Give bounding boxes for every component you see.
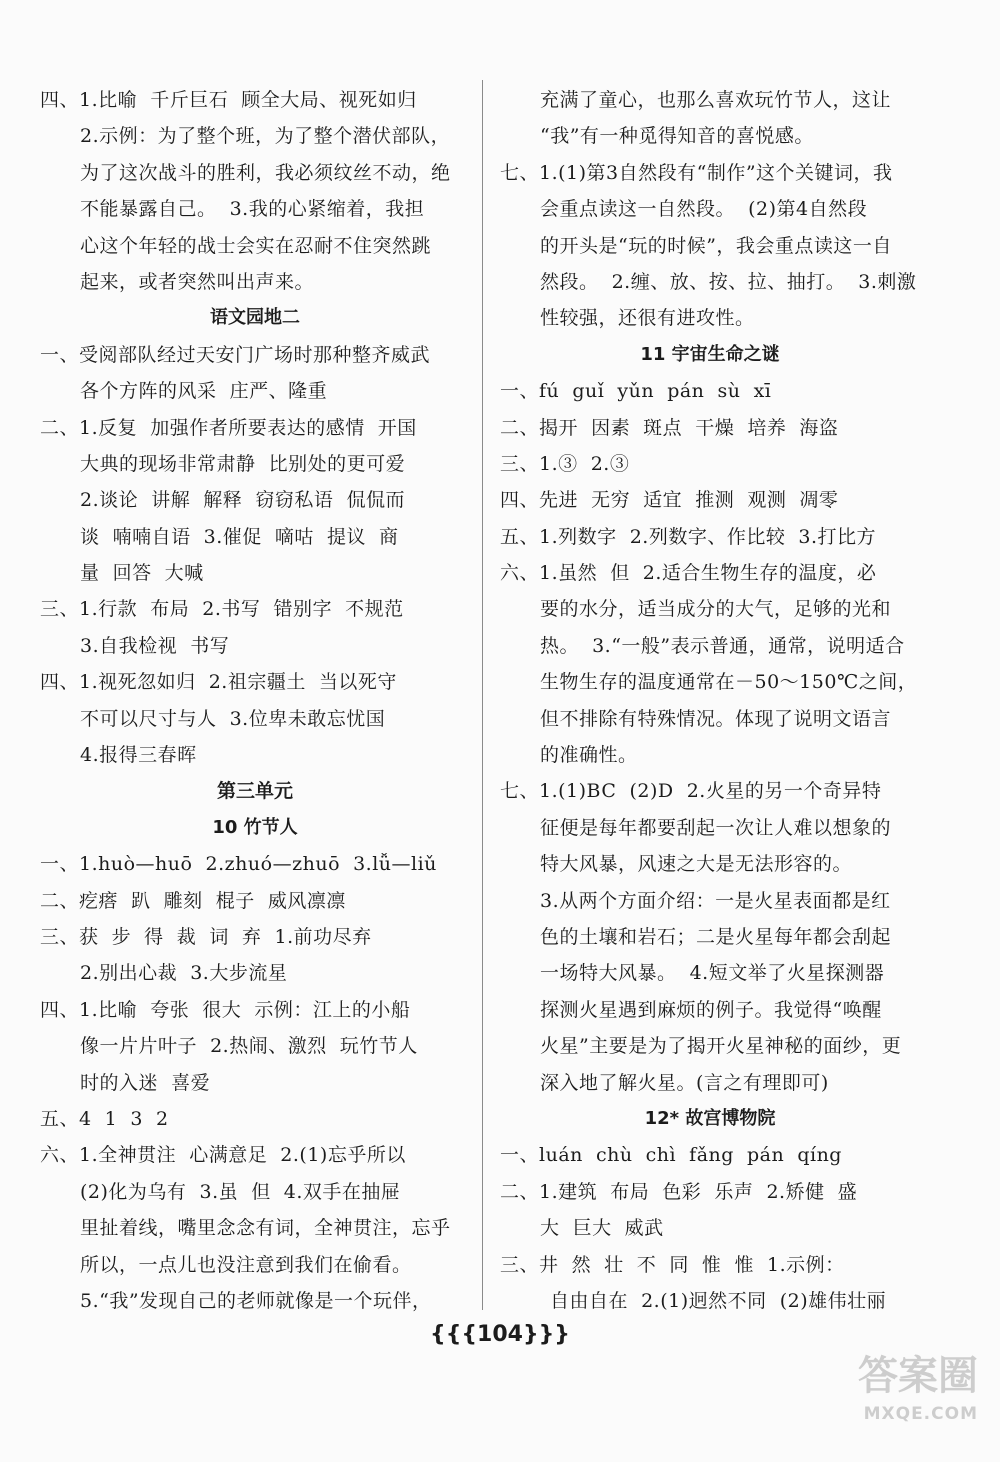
answer-line: 充满了童心，也那么喜欢玩竹节人，这让	[540, 89, 892, 111]
answer-line: 心这个年轻的战士会实在忍耐不住突然跳	[80, 234, 432, 257]
page-number: {{{104}}}	[430, 1322, 570, 1347]
answer-line: 要的水分，适当成分的大气，足够的光和	[540, 598, 892, 621]
answer-line: 五、1.列数字 2.列数字、作比较 3.打比方	[500, 525, 877, 548]
answer-line: 像一片片叶子 2.热闹、激烈 玩竹节人	[80, 1035, 418, 1058]
answer-line: 量 回答 大喊	[80, 562, 204, 585]
right-column	[500, 82, 920, 1319]
answer-line: 起来，或者突然叫出声来。	[80, 270, 315, 293]
answer-line: 探测火星遇到麻烦的例子。我觉得“唤醒	[540, 998, 882, 1021]
answer-line: 二、疙瘩 趴 雕刻 棍子 威风凛凛	[40, 889, 346, 912]
section-heading: 10 竹节人	[212, 816, 298, 838]
answer-line: 生物生存的温度通常在－50～150℃之间，	[540, 671, 918, 694]
answer-line: 性较强，还很有进攻性。	[540, 307, 755, 330]
column-divider	[482, 80, 483, 1310]
answer-line: 特大风暴，风速之大是无法形容的。	[540, 853, 853, 876]
answer-line: “我”有一种觅得知音的喜悦感。	[540, 125, 814, 148]
answer-line: 2.示例：为了整个班，为了整个潜伏部队，	[80, 125, 451, 148]
answer-line: 时的入迷 喜爱	[80, 1071, 211, 1094]
answer-line: 一场特大风暴。 4.短文举了火星探测器	[540, 962, 885, 985]
answer-line: 各个方阵的风采 庄严、隆重	[80, 380, 328, 403]
answer-line: 为了这次战斗的胜利，我必须纹丝不动，绝	[80, 161, 451, 184]
answer-line: 四、1.比喻 千斤巨石 顾全大局、视死如归	[40, 89, 417, 111]
answer-line: 六、1.全神贯注 心满意足 2.(1)忘乎所以	[40, 1144, 406, 1167]
answer-line: 七、1.(1)BC (2)D 2.火星的另一个奇异特	[500, 780, 882, 803]
answer-line: 会重点读这一自然段。 (2)第4自然段	[540, 198, 868, 221]
answer-line: 四、1.比喻 夸张 很大 示例：江上的小船	[40, 998, 411, 1021]
answer-line: (2)化为乌有 3.虽 但 4.双手在抽屉	[80, 1180, 401, 1203]
answer-line: 一、fú guǐ yǔn pán sù xī	[500, 380, 772, 403]
answer-line: 一、受阅部队经过天安门广场时那种整齐威武	[40, 343, 431, 366]
answer-line: 谈 喃喃自语 3.催促 嘀咕 提议 商	[80, 525, 399, 548]
answer-line: 四、先进 无穷 适宜 推测 观测 凋零	[500, 489, 839, 512]
answer-line: 三、井 然 壮 不 同 惟 惟 1.示例：	[500, 1253, 845, 1276]
answer-line: 四、1.视死忽如归 2.祖宗疆土 当以死守	[40, 671, 397, 694]
answer-line: 自由自在 2.(1)迥然不同 (2)雄伟壮丽	[550, 1289, 887, 1312]
answer-line: 2.别出心裁 3.大步流星	[80, 962, 288, 985]
answer-line: 2.谈论 讲解 解释 窃窃私语 侃侃而	[80, 489, 405, 512]
answer-line: 火星”主要是为了揭开火星神秘的面纱，更	[540, 1035, 902, 1058]
answer-line: 热。 3.“一般”表示普通，通常，说明适合	[540, 634, 905, 657]
answer-line: 六、1.虽然 但 2.适合生物生存的温度，必	[500, 562, 877, 585]
answer-line: 大 巨大 威武	[540, 1217, 664, 1240]
answer-line: 三、获 步 得 裁 词 弃 1.前功尽弃	[40, 925, 372, 948]
answer-line: 色的土壤和岩石；二是火星每年都会刮起	[540, 925, 892, 948]
answer-line: 二、1.建筑 布局 色彩 乐声 2.矫健 盛	[500, 1180, 858, 1203]
answer-line: 5.“我”发现自己的老师就像是一个玩伴，	[80, 1289, 432, 1312]
answer-line: 不可以尺寸与人 3.位卑未敢忘忧国	[80, 707, 386, 730]
answer-line: 七、1.(1)第3自然段有“制作”这个关键词，我	[500, 161, 893, 184]
answer-line: 三、1.③ 2.③	[500, 452, 630, 475]
unit-heading: 第三单元	[216, 780, 293, 803]
answer-line: 4.报得三春晖	[80, 744, 197, 767]
watermark-logo: 答案圈 MXQE.COM	[858, 1353, 978, 1424]
answer-line: 然段。 2.缠、放、按、拉、抽打。 3.刺激	[540, 270, 917, 293]
answer-line: 但不排除有特殊情况。体现了说明文语言	[540, 707, 892, 730]
answer-line: 三、1.行款 布局 2.书写 错别字 不规范	[40, 598, 404, 621]
section-heading: 11 宇宙生命之谜	[640, 343, 780, 365]
answer-line: 五、4 1 3 2	[40, 1107, 169, 1130]
answer-line: 所以，一点儿也没注意到我们在偷看。	[80, 1253, 412, 1276]
section-heading: 语文园地二	[210, 307, 300, 329]
answer-line: 二、1.反复 加强作者所要表达的感情 开国	[40, 416, 417, 439]
answer-line: 一、1.huò—huō 2.zhuó—zhuō 3.lǚ—liǔ	[40, 853, 437, 876]
section-heading: 12* 故宫博物院	[644, 1107, 776, 1129]
answer-line: 一、luán chù chì fǎng pán qíng	[500, 1144, 842, 1167]
answer-line: 二、揭开 因素 斑点 干燥 培养 海盗	[500, 416, 839, 439]
answer-line: 3.自我检视 书写	[80, 634, 230, 657]
answer-line: 里扯着线，嘴里念念有词，全神贯注，忘乎	[80, 1217, 451, 1240]
answer-line: 不能暴露自己。 3.我的心紧缩着，我担	[80, 198, 425, 221]
answer-line: 征便是每年都要刮起一次让人难以想象的	[540, 816, 892, 839]
answer-line: 大典的现场非常肃静 比别处的更可爱	[80, 452, 406, 475]
answer-line: 的准确性。	[540, 744, 638, 767]
answer-line: 3.从两个方面介绍：一是火星表面都是红	[540, 889, 891, 912]
answer-line: 深入地了解火星。(言之有理即可)	[540, 1071, 829, 1094]
left-column	[40, 82, 470, 1319]
answer-line: 的开头是“玩的时候”，我会重点读这一自	[540, 234, 892, 257]
